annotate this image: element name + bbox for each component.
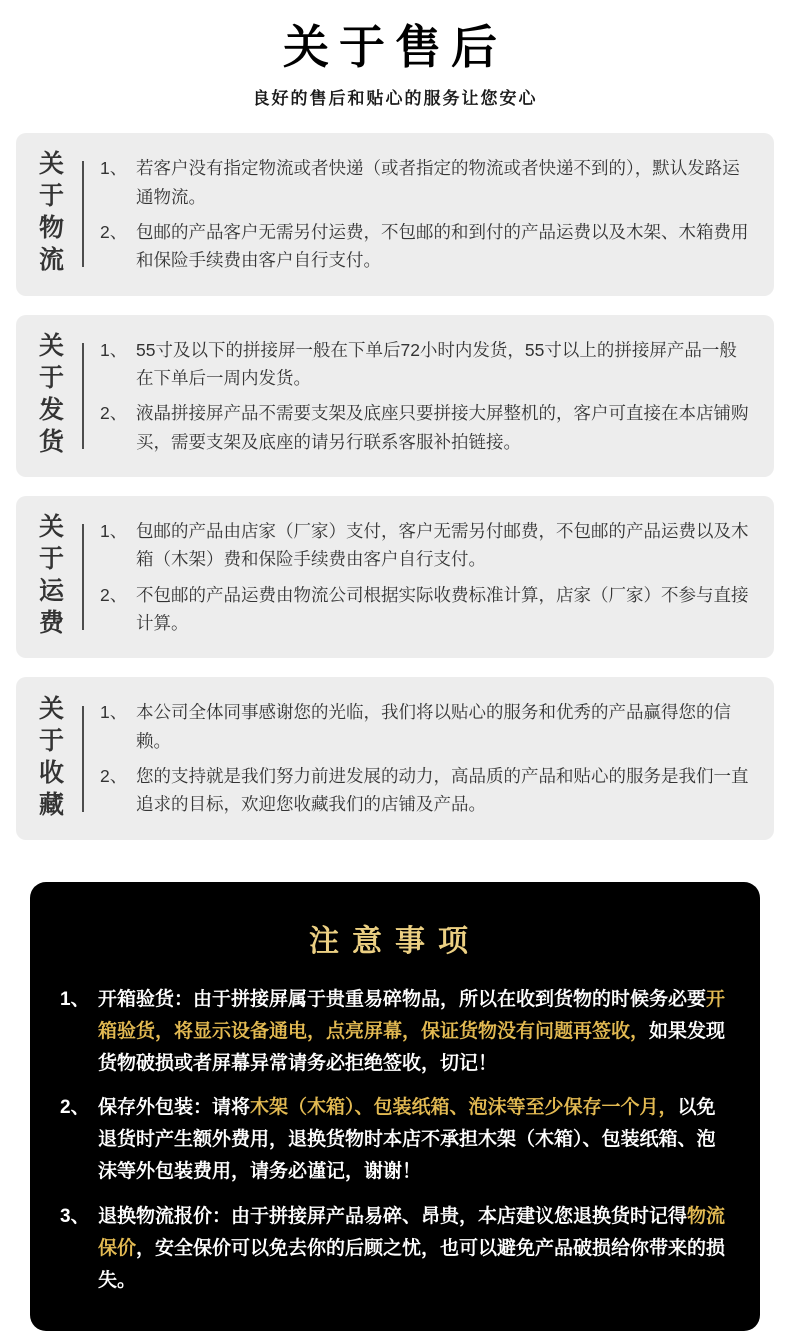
notice-title: 注意事项 bbox=[309, 924, 481, 958]
section-label-column bbox=[16, 332, 82, 460]
item-number: 1、 bbox=[100, 520, 128, 541]
section-items bbox=[84, 510, 774, 644]
item-number: 1、 bbox=[100, 702, 128, 723]
notice-item-number: 3、 bbox=[60, 1206, 90, 1228]
item-text: 包邮的产品由店家（厂家）支付，客户无需另付邮费，不包邮的产品运费以及木箱（木架）费和保险手续费由客户自行支付。 bbox=[136, 520, 749, 570]
item-number: 2、 bbox=[100, 766, 128, 786]
highlighted-text: 开箱验货，将显示设备通电，点亮屏幕，保证货物没有问题再签收， bbox=[98, 988, 726, 1042]
info-section bbox=[16, 496, 774, 658]
item-number: 2、 bbox=[100, 403, 128, 424]
info-sections bbox=[0, 133, 790, 840]
notice-item bbox=[60, 984, 730, 1080]
info-section bbox=[16, 315, 774, 477]
section-item bbox=[100, 154, 754, 211]
info-section bbox=[16, 677, 774, 839]
notice-text-segment: 如果发现货物破损或者屏幕异常请务必拒绝签收，切记！ bbox=[98, 1020, 726, 1074]
section-item bbox=[100, 517, 754, 574]
notice-item-text bbox=[98, 1201, 730, 1297]
section-item bbox=[100, 218, 754, 275]
item-text: 55寸及以下的拼接屏一般在下单后72小时内发货，55寸以上的拼接屏产品一般在下单后一周内发货。 bbox=[136, 339, 737, 388]
section-item bbox=[100, 762, 754, 819]
item-number: 2、 bbox=[100, 584, 128, 605]
notice-text-segment: 保存外包装：请将 bbox=[98, 1097, 251, 1119]
notice-item-number: 2、 bbox=[60, 1097, 90, 1119]
highlighted-text: 物流保价 bbox=[98, 1206, 726, 1260]
section-label-column bbox=[16, 150, 82, 278]
item-text: 若客户没有指定物流或者快递（或者指定的物流或者快递不到的），默认发路运通物流。 bbox=[136, 158, 740, 207]
item-text: 包邮的产品客户无需另付运费，不包邮的和到付的产品运费以及木架、木箱费用和保险手续费由客户自行支付。 bbox=[136, 221, 749, 271]
item-text: 不包邮的产品运费由物流公司根据实际收费标准计算，店家（厂家）不参与直接计算。 bbox=[136, 584, 749, 633]
section-items bbox=[84, 691, 774, 825]
notice-item bbox=[60, 1092, 730, 1188]
section-item bbox=[100, 399, 754, 456]
section-items bbox=[84, 147, 774, 281]
notice-text-segment: 以免退货时产生额外费用，退换货物时本店不承担木架（木箱）、包装纸箱、泡沫等外包装费用，请务必谨记，谢谢！ bbox=[98, 1097, 716, 1183]
item-text: 液晶拼接屏产品不需要支架及底座只要拼接大屏整机的，客户可直接在本店铺购买，需要支架及底座的请另行联系客服补拍链接。 bbox=[136, 403, 749, 452]
section-label: 关于发货 bbox=[35, 331, 64, 460]
notice-item-text bbox=[98, 984, 730, 1080]
item-number: 2、 bbox=[100, 221, 128, 242]
notice-item bbox=[60, 1201, 730, 1297]
section-item bbox=[100, 336, 754, 393]
highlighted-text: 木架（木箱）、包装纸箱、泡沫等至少保存一个月， bbox=[250, 1097, 678, 1119]
section-item bbox=[100, 698, 754, 755]
section-label: 关于运费 bbox=[35, 513, 64, 642]
item-text: 您的支持就是我们努力前进发展的动力，高品质的产品和贴心的服务是我们一直追求的目标，欢迎您收藏我们的店铺及产品。 bbox=[136, 766, 749, 815]
notice-items bbox=[60, 984, 730, 1297]
notice-item-text bbox=[98, 1092, 730, 1188]
section-label: 关于收藏 bbox=[35, 694, 64, 823]
page-header bbox=[0, 0, 790, 109]
item-number: 1、 bbox=[100, 339, 128, 360]
notice-text-segment: 开箱验货：由于拼接屏属于贵重易碎物品，所以在收到货物的时候务必要 bbox=[98, 988, 707, 1010]
item-number: 1、 bbox=[100, 158, 128, 179]
page-subtitle: 良好的售后和贴心的服务让您安心 bbox=[252, 89, 538, 109]
notice-panel bbox=[30, 882, 760, 1331]
section-items bbox=[84, 329, 774, 463]
section-label: 关于物流 bbox=[35, 150, 64, 279]
notice-item-number: 1、 bbox=[60, 988, 90, 1010]
section-label-column bbox=[16, 695, 82, 823]
item-text: 本公司全体同事感谢您的光临，我们将以贴心的服务和优秀的产品赢得您的信赖。 bbox=[136, 702, 731, 751]
page-title: 关于售后 bbox=[283, 22, 507, 73]
info-section bbox=[16, 133, 774, 295]
notice-text-segment: 退换物流报价：由于拼接屏产品易碎、昂贵，本店建议您退换货时记得 bbox=[98, 1206, 688, 1228]
section-item bbox=[100, 581, 754, 638]
section-label-column bbox=[16, 513, 82, 641]
notice-text-segment: ，安全保价可以免去你的后顾之忧，也可以避免产品破损给你带来的损失。 bbox=[98, 1238, 726, 1291]
